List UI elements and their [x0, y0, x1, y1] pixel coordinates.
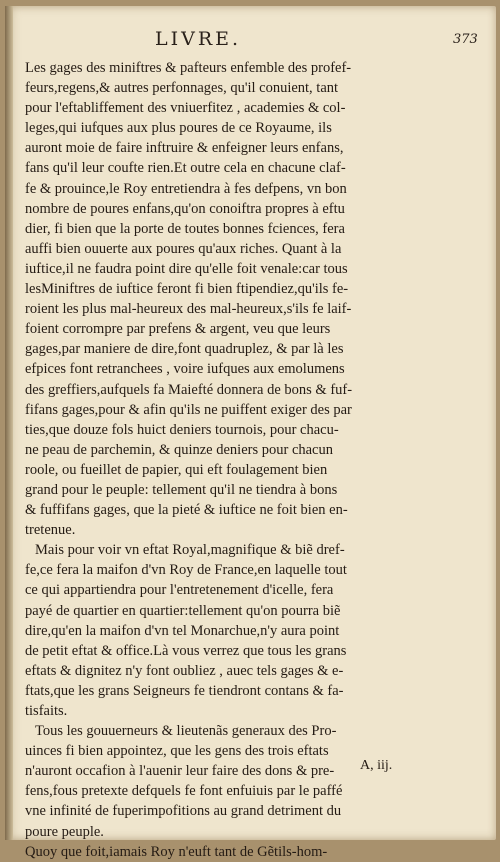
text-line: auront moie de faire inftruire & enfeigner leurs enfans, [25, 140, 344, 157]
text-line: Les gages des miniftres & pafteurs enfemble des profef- [25, 60, 352, 76]
text-line: Tous les gouuerneurs & lieutenãs generaux des Pro- [35, 723, 337, 740]
text-line: roole, ou fueillet de papier, qui eft foulagement bien [25, 461, 328, 478]
text-line: dire,qu'en la maifon d'vn tel Monarchue,n'y aura point [25, 622, 340, 639]
text-line: lesMiniftres de iuftice feront fi bien ftipendiez,qu'ils fe- [25, 281, 349, 298]
text-line: de petit eftat & office.Là vous verrez que tous les grans [25, 642, 347, 659]
text-line: gages,par maniere de dire,font quadruplez, & par là les [25, 341, 344, 358]
text-line: leges,qui iufques aux plus poures de ce Royaume, ils [25, 120, 332, 137]
page-number: 373 [453, 32, 478, 47]
text-line: eftats & dignitez n'y font oubliez , auec tels gages & e- [25, 662, 344, 679]
text-line: feurs,regens,& autres perfonnages, qu'il conuient, tant [25, 80, 339, 97]
text-line: fans qu'il leur coufte rien.Et outre cela en chacune claf- [25, 160, 346, 177]
text-line: ftats,que les grans Seigneurs fe tiendront contans & fa- [25, 682, 344, 699]
text-line: efpices font retranchees , voire iufques aux emolumens [25, 361, 345, 378]
text-line: uinces fi bien appointez, que les gens des trois eftats [25, 743, 329, 760]
text-line: pour l'eftabliffement des vniuerfitez , academies & col- [25, 100, 346, 117]
text-line: Quoy que foit,iamais Roy n'euft tant de Gẽtils-hom- [25, 843, 328, 860]
page-body-text [25, 58, 381, 862]
text-line: fifans gages,pour & afin qu'ils ne puiffent exiger des par [25, 401, 352, 418]
text-line: roient les plus mal-heureux des mal-heureux,s'ils fe laif- [25, 301, 352, 318]
text-line: ties,que douze fols huict deniers tournois, pour chacu- [25, 421, 339, 438]
text-line: ne peau de parchemin, & quinze deniers pour chacun [25, 441, 333, 458]
text-line: iuftice,il ne faudra point dire qu'elle foit venale:car tous [25, 260, 348, 277]
text-line: Mais pour voir vn eftat Royal,magnifique & biẽ dref- [35, 542, 345, 559]
text-line: ce qui appartiendra pour l'entretenement d'icelle, fera [25, 582, 334, 599]
text-line: n'auront occafion à l'auenir leur faire des dons & pre- [25, 763, 335, 780]
text-line: payé de quartier en quartier:tellement qu'on pourra biẽ [25, 602, 341, 619]
text-line: fe,ce fera la maifon d'vn Roy de France,en laquelle tout [25, 562, 347, 579]
text-line: auffi bien ouuerte aux poures qu'aux riches. Quant à la [25, 240, 342, 257]
book-page [5, 6, 496, 860]
page-gutter-shadow [5, 6, 13, 840]
text-line: nombre de poures enfans,qu'on conoiftra propres à eftu [25, 200, 345, 217]
text-line: des greffiers,aufquels fa Maiefté donnera de bons & fuf- [25, 381, 353, 398]
text-line: poure peuple. [25, 823, 104, 840]
running-head: LIVRE. [155, 28, 242, 50]
text-line: grand pour le peuple: tellement qu'il ne tiendra à bons [25, 481, 338, 498]
text-line: vne infinité de fuperimpofitions au grand detriment du [25, 803, 342, 820]
signature-mark: A, iij. [360, 758, 393, 773]
text-line: fens,fous pretexte defquels fe font enfuiuis par le paffé [25, 783, 343, 800]
text-line: dier, fi bien que la porte de toutes bonnes fciences, fera [25, 220, 345, 237]
text-line: tretenue. [25, 522, 76, 539]
text-line: foient corrompre par prefens & argent, veu que leurs [25, 321, 331, 338]
text-line: tisfaits. [25, 703, 68, 719]
text-line: fe & prouince,le Roy entretiendra à fes defpens, vn bon [25, 180, 347, 197]
text-line: & fuffifans gages, que la pieté & iuftice ne foit bien en- [25, 502, 348, 519]
